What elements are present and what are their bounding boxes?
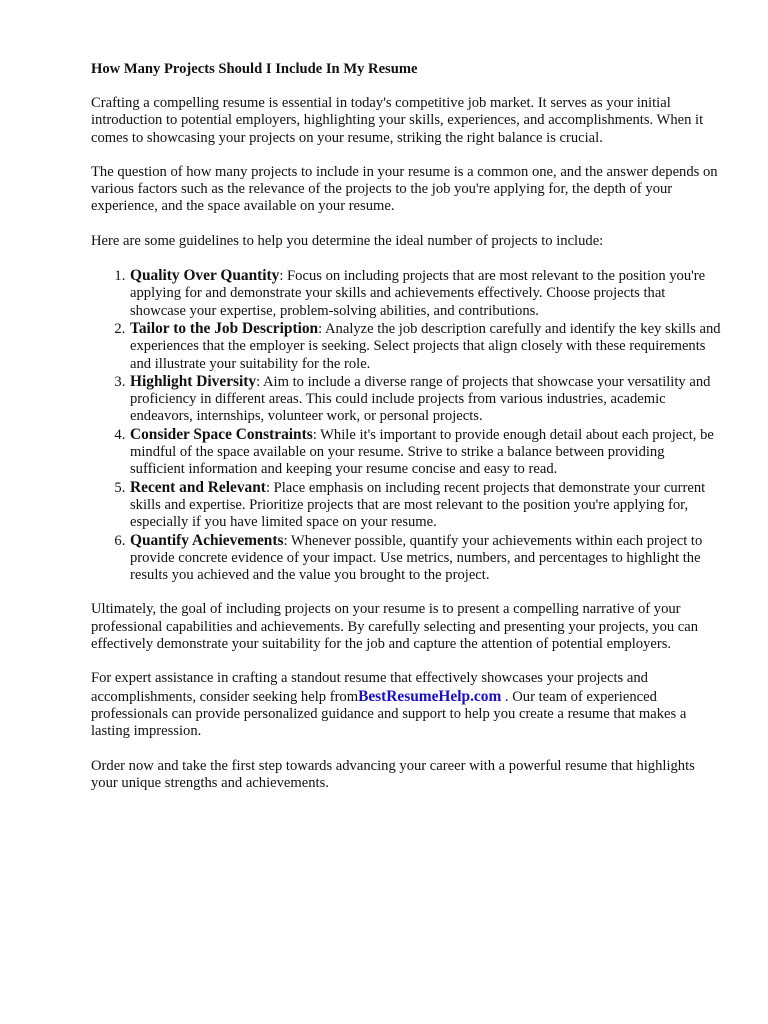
guideline-text: : Place emphasis on including recent projects that demonstrate your current skills and expertise. Prioritize projects that are most relevant to the position you're applying for, especially if you have limited space on your resume. <box>130 479 706 531</box>
guideline-item <box>129 373 721 426</box>
guideline-text: : Whenever possible, quantify your achievements within each project to provide concrete evidence of your impact. Use metrics, numbers, and percentages to highlight the results you achieved and the value you brought to the project. <box>130 532 703 584</box>
conclusion-paragraph: Ultimately, the goal of including projects on your resume is to present a compelling narrative of your professional capabilities and achievements. By carefully selecting and presenting your projects, you can effectively demonstrate your suitability for the job and capture the attention of potential employers. <box>91 601 699 653</box>
page-title: How Many Projects Should I Include In My Resume <box>91 61 418 77</box>
assistance-text-before: For expert assistance in crafting a standout resume that effectively showcases your projects and accomplishments, consider seeking help from <box>91 670 648 705</box>
document-page <box>91 60 721 809</box>
guideline-item <box>129 267 721 320</box>
guideline-title: Quantify Achievements <box>130 531 284 549</box>
guideline-item <box>129 426 721 479</box>
intro-paragraph: Crafting a compelling resume is essential in today's competitive job market. It serves as your initial introduction to potential employers, highlighting your skills, experiences, and accomplishments. When it comes to showcasing your projects on your resume, striking the right balance is crucial. <box>91 95 704 146</box>
guideline-text: : Analyze the job description carefully and identify the key skills and experiences that the employer is seeking. Select projects that align closely with these requirements and illustrate your suitability for the role. <box>130 320 721 372</box>
guideline-title: Highlight Diversity <box>130 372 257 390</box>
guideline-title: Consider Space Constraints <box>130 425 313 443</box>
guideline-title: Quality Over Quantity <box>130 267 280 285</box>
guideline-text: : Focus on including projects that are most relevant to the position you're applying for and demonstrate your skills and achievements effectively. Choose projects that showcase your expertise, problem-solving abilities, and contributions. <box>130 268 706 319</box>
assistance-text-after: . Our team of experienced professionals can provide personalized guidance and support to help you create a resume that makes a lasting impression. <box>91 688 687 740</box>
guideline-item <box>129 320 721 373</box>
guideline-title: Recent and Relevant <box>130 478 266 496</box>
bestresumehelp-link[interactable]: BestResumeHelp.com <box>358 687 502 705</box>
question-paragraph: The question of how many projects to include in your resume is a common one, and the answer depends on various factors such as the relevance of the projects to the job you're applying for, the depth of your experience, and the space available on your resume. <box>91 163 718 215</box>
guideline-item <box>129 479 721 532</box>
guideline-text: : While it's important to provide enough detail about each project, be mindful of the space available on your resume. Strive to strike a balance between providing sufficient information and keeping your resume concise and easy to read. <box>130 426 714 478</box>
closing-paragraph: Order now and take the first step towards advancing your career with a powerful resume that highlights your unique strengths and achievements. <box>91 757 695 791</box>
assistance-paragraph <box>91 670 721 740</box>
guidelines-list <box>91 267 721 584</box>
guideline-item <box>129 532 721 585</box>
guideline-text: : Aim to include a diverse range of projects that showcase your versatility and proficiency in different areas. This could include projects from various industries, academic endeavors, internships, volunteer work, or personal projects. <box>130 373 711 425</box>
guideline-title: Tailor to the Job Description <box>130 319 319 337</box>
guidelines-intro-paragraph: Here are some guidelines to help you determine the ideal number of projects to include: <box>91 232 604 249</box>
